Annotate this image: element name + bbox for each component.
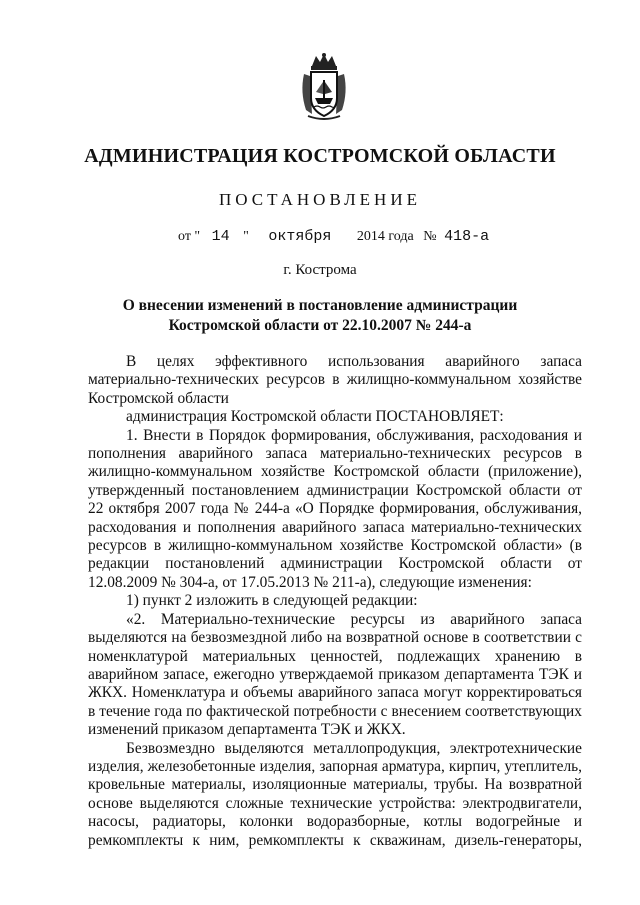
date-month: октября [268, 228, 332, 245]
date-year: 2014 года [356, 229, 414, 244]
agency-title: АДМИНИСТРАЦИЯ КОСТРОМСКОЙ ОБЛАСТИ [84, 145, 556, 167]
coat-of-arms-icon [298, 52, 350, 122]
document-type: ПОСТАНОВЛЕНИЕ [218, 190, 421, 209]
paragraph-new-clause-2: «2. Материально-технические ресурсы из аварийного запаса выделяются на безвозмездной либо на возвратной основе в соответствии с номенклатурой материальных ценностей, подлежащих хранению в аварийном запасе, ежегодно утверждаемой приказом департамента ТЭК и ЖКХ. Номенклатура и объемы аварийного запаса могут корректироваться в течение года по фактической потребности с внесением соответствующих изменений приказом департамента ТЭК и ЖКХ. [88, 610, 582, 739]
city: г. Кострома [283, 262, 357, 278]
document-body [88, 353, 582, 850]
document-subject [0, 296, 640, 336]
paragraph-item-1: 1. Внести в Порядок формирования, обслуживания, расходования и пополнения аварийного запаса материально-технических ресурсов в жилищно-коммунальном хозяйстве Костромской области (приложение), утвержденный постановлением администрации Костромской области от 22 октября 2007 года № 244-а «О Порядке формирования, обслуживания, расходования и пополнения аварийного запаса материально-технических ресурсов в жилищно-коммунальном хозяйстве Костромской области» (в редакции постановлений администрации Костромской области от 12.08.2009 № 304-а, от 17.05.2013 № 211-а), следующие изменения: [88, 426, 582, 591]
paragraph-preamble: В целях эффективного использования аварийного запаса материально-технических ресурсов в жилищно-коммунальном хозяйстве Костромской области [88, 353, 582, 407]
subject-line-2: Костромской области от 22.10.2007 № 244-а [168, 317, 472, 334]
date-prefix: от " [178, 229, 201, 244]
paragraph-subitem-1: 1) пункт 2 изложить в следующей редакции: [126, 592, 418, 610]
date-day: 14 [211, 228, 230, 245]
paragraph-decree: администрация Костромской области ПОСТАНОВЛЯЕТ: [126, 408, 504, 426]
paragraph-free-issue: Безвозмездно выделяются металлопродукция, электротехнические изделия, железобетонные изделия, запорная арматура, кирпич, утеплитель, кровельные материалы, изоляционные материалы, трубы. На возвратной основе выделяются сложные технические устройства: электродвигатели, насосы, радиаторы, колонки водоразборные, котлы водогрейные и ремкомплекты к ним, ремкомплекты к скважинам, дизель-генераторы, [88, 739, 582, 849]
document-number: 418-а [444, 228, 490, 245]
date-line [178, 228, 489, 245]
number-sign: № [423, 229, 437, 244]
subject-line-1: О внесении изменений в постановление администрации [122, 297, 518, 314]
date-sep: " [243, 229, 249, 244]
